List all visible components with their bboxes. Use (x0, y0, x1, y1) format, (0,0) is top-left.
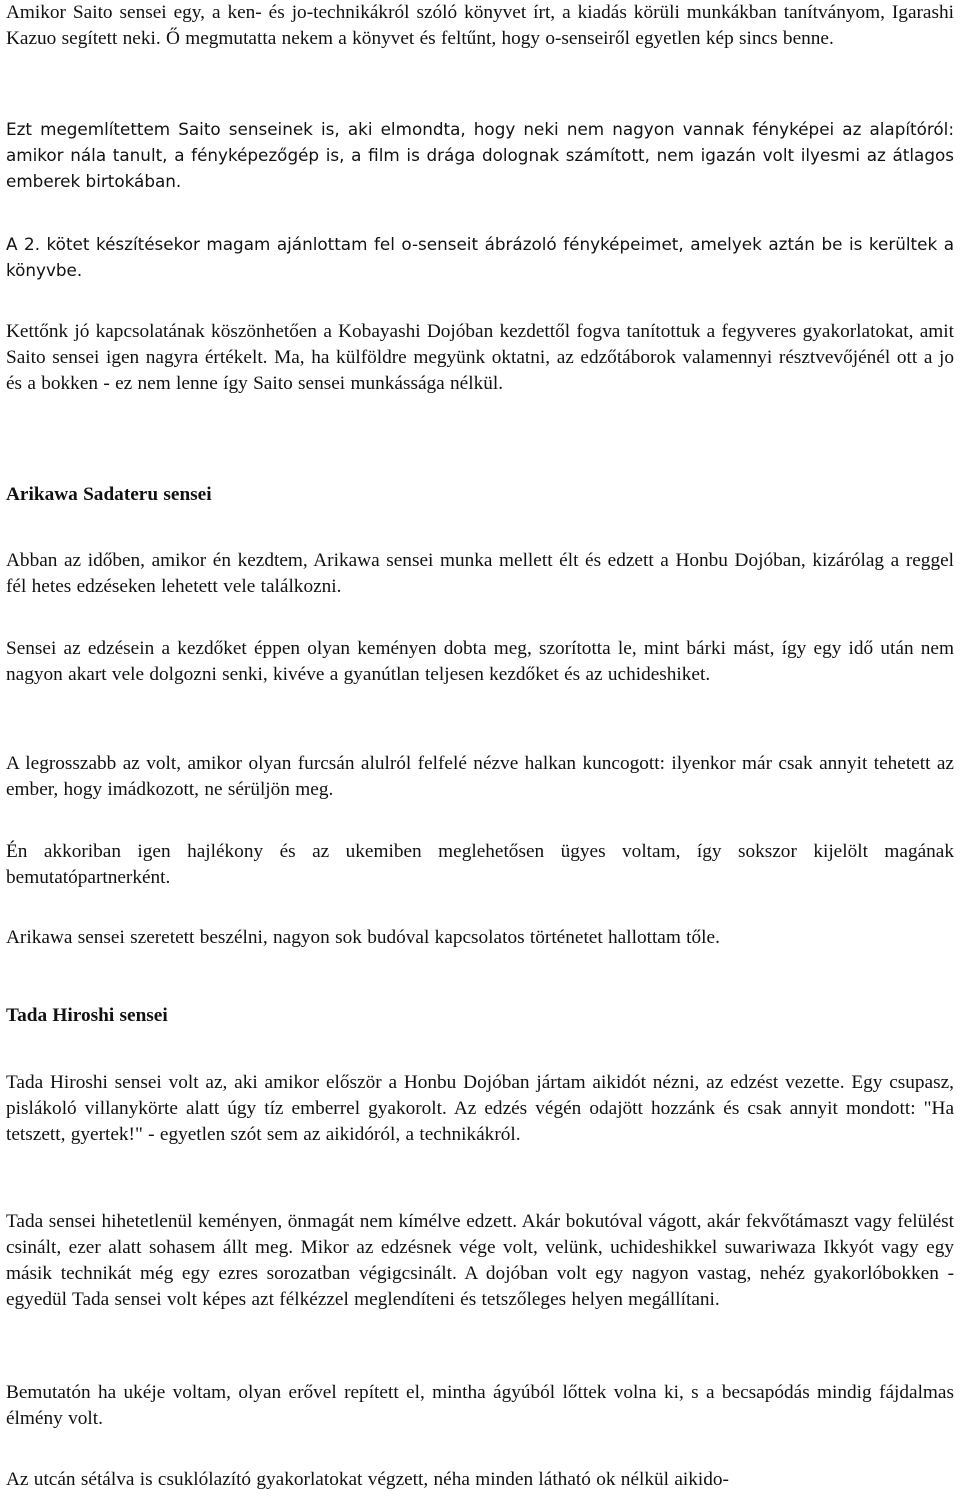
paragraph-kobayashi-dojo: Kettőnk jó kapcsolatának köszönhetően a Kobayashi Dojóban kezdettől fogva tanítottuk a fegyveres gyakorlatokat, amit Saito sensei igen nagyra értékelt. Ma, ha külföldre megyünk oktatni, az edzőtáborok valamennyi résztvevőjénél ott a jo és a bokken - ez nem lenne így Saito sensei munkássága nélkül. (6, 321, 954, 394)
paragraph-tada-1: Tada Hiroshi sensei volt az, aki amikor először a Honbu Dojóban jártam aikidót nézni, az edzést vezette. Egy csupasz, pislákoló villanykörte alatt úgy tíz emberrel gyakorolt. Az edzés végén odajött hozzánk és csak annyit mondott: "Ha tetszett, gyertek!" - egyetlen szót sem az aikidóról, a technikákról. (6, 1072, 954, 1145)
paragraph-second-volume: A 2. kötet készítésekor magam ajánlottam fel o-senseit ábrázoló fényképeimet, amelyek aztán be is kerültek a könyvbe. (6, 234, 954, 280)
paragraph-arikawa-3: A legrosszabb az volt, amikor olyan furcsán alulról felfelé nézve halkan kuncogott: ilyenkor már csak annyit tehetett az ember, hogy imádkozott, ne sérüljön meg. (6, 753, 954, 800)
paragraph-tada-3: Bemutatón ha ukéje voltam, olyan erővel repített el, mintha ágyúból lőttek volna ki, s a becsapódás mindig fájdalmas élmény volt. (6, 1382, 954, 1429)
paragraph-saito-photos: Ezt megemlítettem Saito senseinek is, aki elmondta, hogy neki nem nagyon vannak fényképei az alapítóról: amikor nála tanult, a fényképezőgép is, a film is drága dolognak számított, nem igazán volt ilyesmi az átlagos emberek birtokában. (6, 119, 954, 191)
paragraph-arikawa-1: Abban az időben, amikor én kezdtem, Arikawa sensei munka mellett élt és edzett a Honbu Dojóban, kizárólag a reggel fél hetes edzéseken lehetett vele találkozni. (6, 550, 954, 597)
paragraph-arikawa-4: Én akkoriban igen hajlékony és az ukemiben meglehetősen ügyes voltam, így sokszor kijelölt magának bemutatópartnerként. (6, 841, 954, 888)
paragraph-intro: Amikor Saito sensei egy, a ken- és jo-technikákról szóló könyvet írt, a kiadás körüli munkákban tanítványom, Igarashi Kazuo segített neki. Ő megmutatta nekem a könyvet és feltűnt, hogy o-senseiről egyetlen kép sincs benne. (6, 2, 954, 49)
section-heading-tada: Tada Hiroshi sensei (6, 1005, 168, 1026)
section-heading-arikawa: Arikawa Sadateru sensei (6, 484, 212, 505)
paragraph-arikawa-5: Arikawa sensei szeretett beszélni, nagyon sok budóval kapcsolatos történetet hallottam tőle. (6, 927, 720, 948)
paragraph-tada-4: Az utcán sétálva is csuklólazító gyakorlatokat végzett, néha minden látható ok nélkül aikido- (6, 1469, 729, 1490)
paragraph-tada-2: Tada sensei hihetetlenül keményen, önmagát nem kímélve edzett. Akár bokutóval vágott, akár fekvőtámaszt vagy felülést csinált, ezer alatt sohasem állt meg. Mikor az edzésnek vége volt, velünk, uchideshikkel suwariwaza Ikkyót vagy egy másik technikát még egy ezres sorozatban végigcsinált. A dojóban volt egy nagyon vastag, nehéz gyakorlóbokken - egyedül Tada sensei volt képes azt félkézzel meglendíteni és tetszőleges helyen megállítani. (6, 1211, 954, 1310)
paragraph-arikawa-2: Sensei az edzésein a kezdőket éppen olyan keményen dobta meg, szorította le, mint bárki mást, így egy idő után nem nagyon akart vele dolgozni senki, kivéve a gyanútlan teljesen kezdőket és az uchideshiket. (6, 638, 954, 685)
